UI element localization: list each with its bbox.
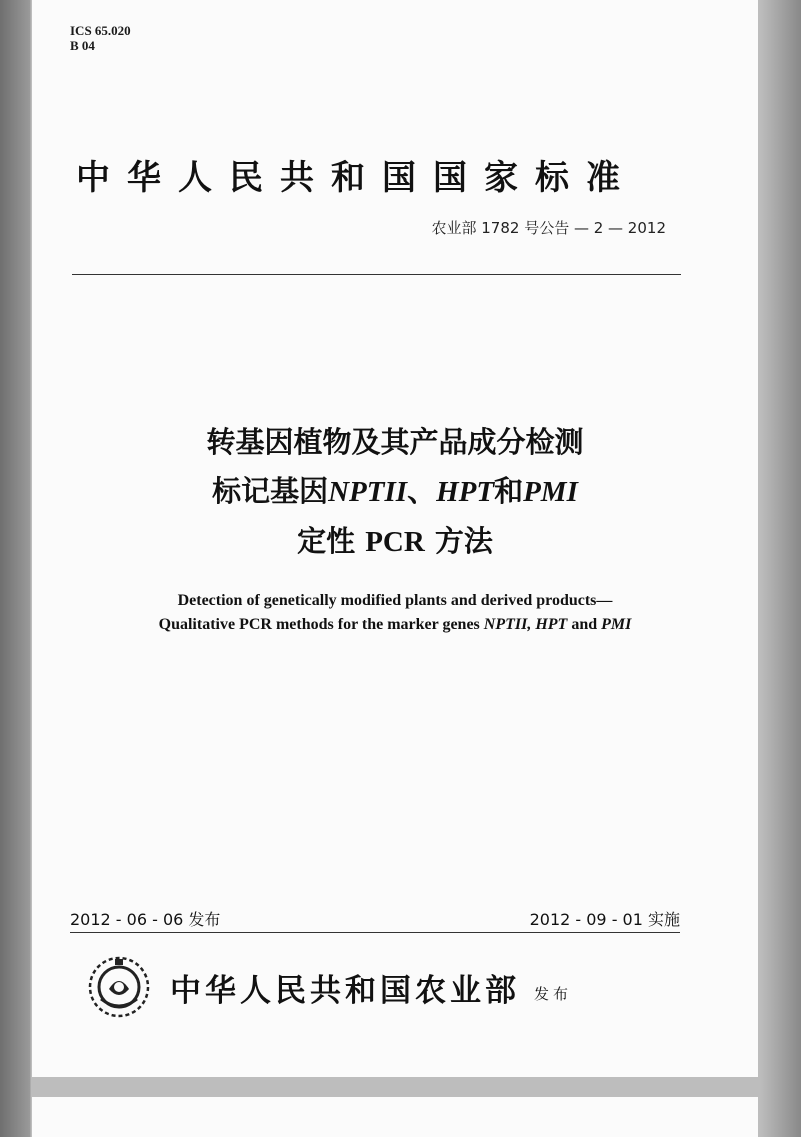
title-cn-line3-suffix: 方法	[434, 524, 493, 558]
publisher-action: 发布	[534, 985, 573, 1003]
classification-codes	[70, 23, 131, 53]
title-cn-line3-prefix: 定性	[297, 524, 356, 558]
title-en-line2-prefix: Qualitative PCR methods for the marker genes	[158, 616, 484, 633]
title-cn-sep: 、	[407, 474, 437, 508]
title-cn-line2-prefix: 标记基因	[212, 474, 329, 508]
ministry-emblem-icon	[87, 955, 151, 1019]
gene-hpt: HPT	[436, 476, 495, 508]
title-cn-line1: 转基因植物及其产品成分检测	[206, 425, 584, 459]
title-cn-line3	[32, 519, 758, 560]
publisher-name: 中华人民共和国农业部	[170, 973, 520, 1009]
issue-date: 2012 - 06 - 06 发布	[70, 910, 221, 929]
ics-code: ICS 65.020	[70, 23, 131, 38]
header-divider	[72, 274, 681, 275]
title-en-genes: NPTII, HPT	[483, 616, 568, 633]
title-en-pmi: PMI	[601, 616, 632, 633]
standard-number: 农业部 1782 号公告 — 2 — 2012	[431, 219, 666, 237]
next-page-edge	[32, 1097, 758, 1137]
title-cn-pcr: PCR	[365, 526, 425, 558]
footer-divider	[70, 932, 680, 933]
title-en-line2	[32, 616, 758, 634]
title-en-line1: Detection of genetically modified plants and derived products—	[177, 592, 613, 609]
gene-pmi: PMI	[523, 476, 578, 508]
gene-nptii: NPTII	[328, 476, 408, 508]
ccs-code: B 04	[70, 38, 95, 53]
document-page	[32, 0, 758, 1077]
national-standard-heading: 中华人民共和国国家标准	[76, 158, 637, 198]
title-cn-line2	[32, 469, 758, 510]
title-cn-and: 和	[494, 474, 524, 508]
title-en-and: and	[567, 616, 602, 633]
implementation-date: 2012 - 09 - 01 实施	[529, 910, 680, 929]
